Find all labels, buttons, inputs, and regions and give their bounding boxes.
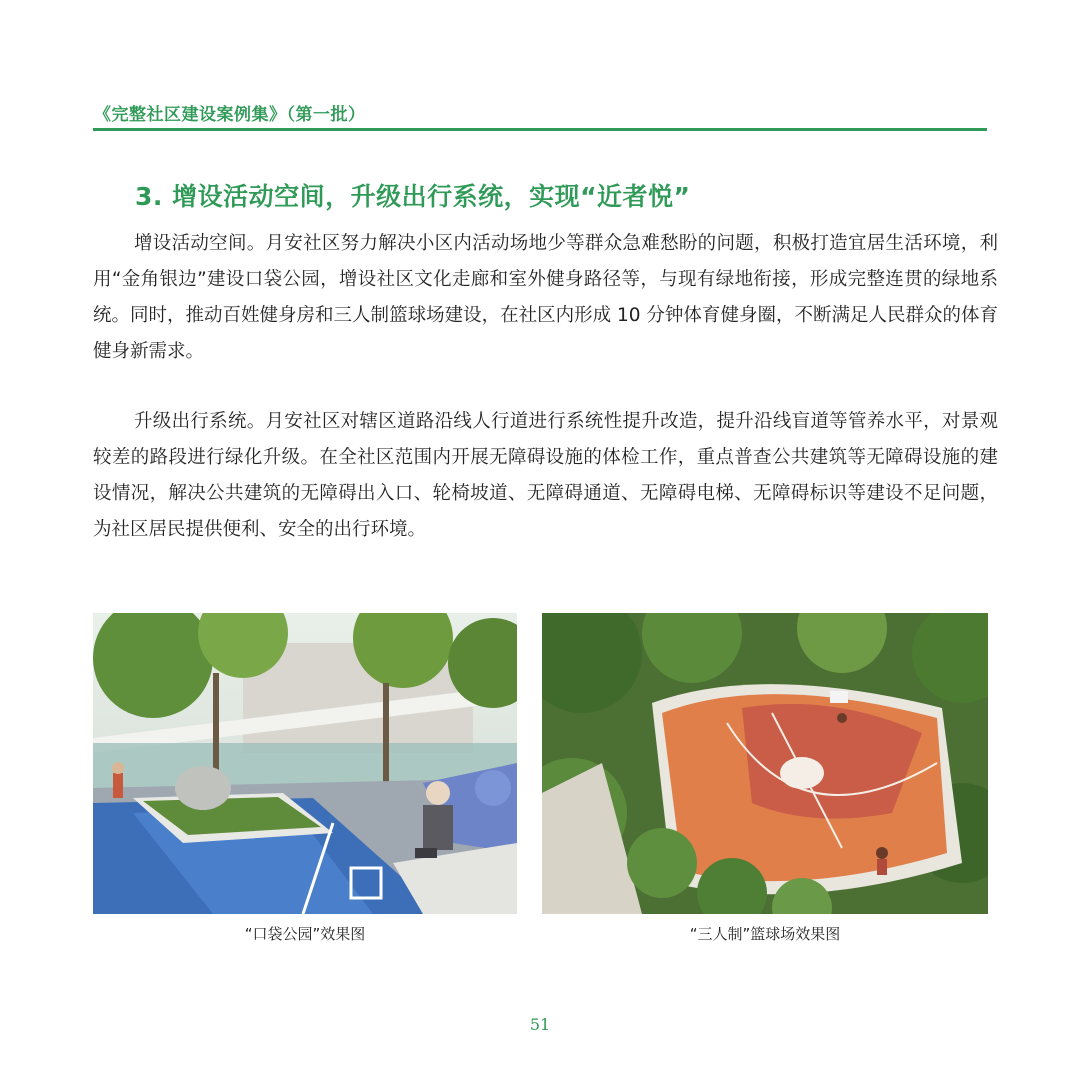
paragraph-mobility-system: 升级出行系统。月安社区对辖区道路沿线人行道进行系统性提升改造，提升沿线盲道等管养水平，对景观较差的路段进行绿化升级。在全社区范围内开展无障碍设施的体检工作，重点普查公共建筑等无障碍设施的建设情况，解决公共建筑的无障碍出入口、轮椅坡道、无障碍通道、无障碍电梯、无障碍标识等建设不足问题，为社区居民提供便利、安全的出行环境。 (93, 411, 998, 540)
paragraph-activity-space: 增设活动空间。月安社区努力解决小区内活动场地少等群众急难愁盼的问题，积极打造宜居生活环境，利用“金角银边”建设口袋公园，增设社区文化走廊和室外健身路径等，与现有绿地衔接，形成完整连贯的绿地系统。同时，推动百姓健身房和三人制篮球场建设，在社区内形成 10 分钟体育健身圈，不断满足人民群众的体育健身新需求。 (93, 233, 998, 362)
section-heading: 3. 增设活动空间，升级出行系统，实现“近者悦” (135, 182, 691, 211)
basketball-court-image (542, 613, 988, 914)
pocket-park-caption: “口袋公园”效果图 (244, 925, 366, 943)
basketball-court-caption: “三人制”篮球场效果图 (689, 925, 841, 943)
page-number: 51 (529, 1015, 551, 1034)
document-header-title: 《完整社区建设案例集》（第一批） (94, 105, 366, 125)
header-divider (93, 128, 987, 131)
pocket-park-image (93, 613, 517, 914)
